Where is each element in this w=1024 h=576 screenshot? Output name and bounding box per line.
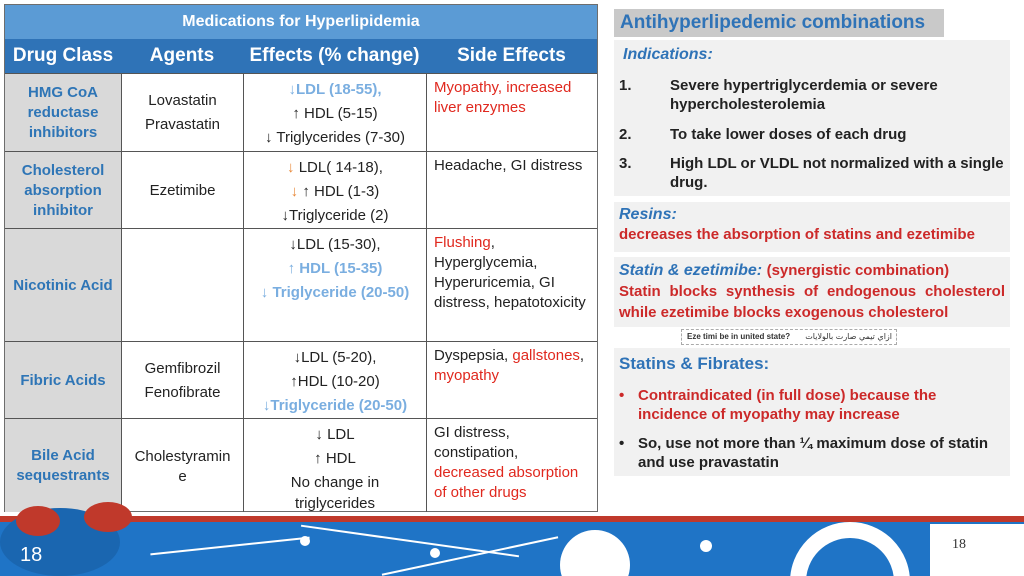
agents-cell [121,229,243,342]
effects-cell [243,152,426,229]
statin-ezetimibe-heading: Statin & ezetimibe: [619,262,763,279]
effect-tg-line1: No change in [290,474,380,491]
decor-circle [84,502,132,532]
table-row [5,228,597,342]
table-row [5,73,597,152]
statin-ezetimibe-text: Statin blocks synthesis of endogenous cholesterol while ezetimibe blocks exogenous cholesterol [619,283,1005,321]
synergistic-tag: (synergistic combination) [766,262,950,279]
drug-class-cell: Fibric Acids [5,342,121,419]
decor-node [300,536,310,546]
drug-class-cell: HMG CoA reductase inhibitors [5,74,121,152]
note-arabic: ازاي تيمي صارت بالولايات [805,332,892,341]
effect-ldl-text: LDL( 14-18), [298,159,383,176]
fibrates-heading: Statins & Fibrates: [619,354,770,373]
item-number: 2. [619,126,632,143]
agent-name: Cholestyramin [134,448,231,465]
table-row [5,418,597,512]
arrow-down-icon: ↓ [287,159,295,176]
item-text: High LDL or VLDL not normalized with a single drug. [670,155,1004,191]
side-effect-flushing: Flushing [434,234,491,251]
header-side-effects: Side Effects [457,45,566,66]
header-effects: Effects (% change) [249,45,420,66]
side-effect-absorption: decreased absorption of other drugs [434,464,579,501]
statins-fibrates-panel [614,348,1010,476]
agent-name: Fenofibrate [144,383,221,401]
side-effects-cell: Headache, GI distress [426,152,597,229]
resins-heading: Resins: [619,206,677,223]
agents-cell [121,152,243,229]
effect-hdl-text: ↑ HDL (1-3) [302,183,380,200]
effects-cell [243,419,426,512]
effect-tg-line2: triglycerides [294,495,376,512]
effect-hdl: ↑ HDL (15-35) [287,260,383,277]
agent-name: Ezetimibe [149,181,216,199]
agent-name: Lovastatin [148,92,217,109]
statin-ezetimibe-panel [614,257,1010,327]
resins-panel [614,202,1010,252]
effect-ldl: ↓LDL (5-20), [293,349,377,366]
side-effect-dyspepsia: Dyspepsia, [434,347,513,364]
effect-tg: ↓ Triglyceride (20-50) [260,284,410,301]
header-agents: Agents [149,45,215,66]
item-number: 3. [619,155,632,172]
comment-note [681,329,897,345]
side-effects-cell: Myopathy, increased liver enzymes [426,74,597,152]
effect-ldl: ↓LDL (15-30), [289,236,381,253]
effect-tg: ↓Triglyceride (2) [281,207,389,224]
bullet-icon: • [619,387,625,404]
statin-ezetimibe-header [619,260,1005,281]
footer-red-stripe [0,516,1024,522]
resins-text: decreases the absorption of statins and ezetimibe [619,226,975,243]
bullet-text: Contraindicated (in full dose) because the incidence of myopathy may increase [638,387,937,423]
effect-tg: ↓ Triglycerides (7-30) [264,129,406,146]
decor-circle [16,506,60,536]
side-effects-cell [426,229,597,342]
effect-ldl: ↓LDL (18-55), [288,81,382,98]
side-effect-rest: , Hyperglycemia, Hyperuricemia, GI distress, hepatotoxicity [434,234,586,311]
table-row [5,341,597,419]
side-effect-myopathy: myopathy [434,367,500,384]
table-title: Medications for Hyperlipidemia [5,5,597,39]
drug-class-cell: Cholesterol absorption inhibitor [5,152,121,229]
drug-class-cell: Nicotinic Acid [5,229,121,342]
agent-name: Pravastatin [144,116,221,133]
bullet-text: So, use not more than ¼ maximum dose of statin and use pravastatin [638,435,989,471]
indications-panel [614,40,1010,196]
side-effect-comma: , [579,347,585,364]
agents-cell [121,419,243,512]
table-header-row [5,39,597,73]
effect-ldl: ↓ LDL [315,426,355,443]
effect-tg: ↓Triglyceride (20-50) [262,397,408,414]
effects-cell [243,229,426,342]
drug-class-cell: Bile Acid sequestrants [5,419,121,512]
note-english: Eze timi be in united state? [687,332,791,341]
effect-hdl: ↑ HDL [314,450,356,467]
side-effects-cell [426,342,597,419]
effect-hdl: ↑HDL (10-20) [290,373,380,390]
item-number: 1. [619,77,632,94]
page-number-right: 18 [952,537,966,552]
page-number: 18 [20,544,43,566]
agent-name: Gemfibrozil [144,359,221,377]
effects-cell [243,342,426,419]
medications-table [4,4,598,512]
effects-cell [243,74,426,152]
agent-name: e [178,468,187,485]
effect-hdl: ↑ HDL (5-15) [292,105,378,122]
indications-heading: Indications: [623,46,713,63]
agents-cell [121,342,243,419]
decor-node [430,548,440,558]
item-text: Severe hypertriglycerdemia or severe hypercholesterolemia [670,77,938,113]
bullet-icon: • [619,435,625,452]
combinations-title: Antihyperlipedemic combinations [614,9,944,37]
arrow-down-icon: ↓ [290,183,299,200]
effect-hdl [244,180,426,204]
agents-cell [121,74,243,152]
effect-ldl [244,156,426,180]
table-row [5,151,597,229]
item-text: To take lower doses of each drug [670,126,907,143]
decor-node [700,540,712,552]
side-effects-cell [426,419,597,512]
decor-shape [930,524,1024,576]
side-effect-gi: GI distress, constipation, [434,424,519,461]
header-drug-class: Drug Class [12,45,114,66]
side-effect-gallstones: gallstones [512,347,580,364]
